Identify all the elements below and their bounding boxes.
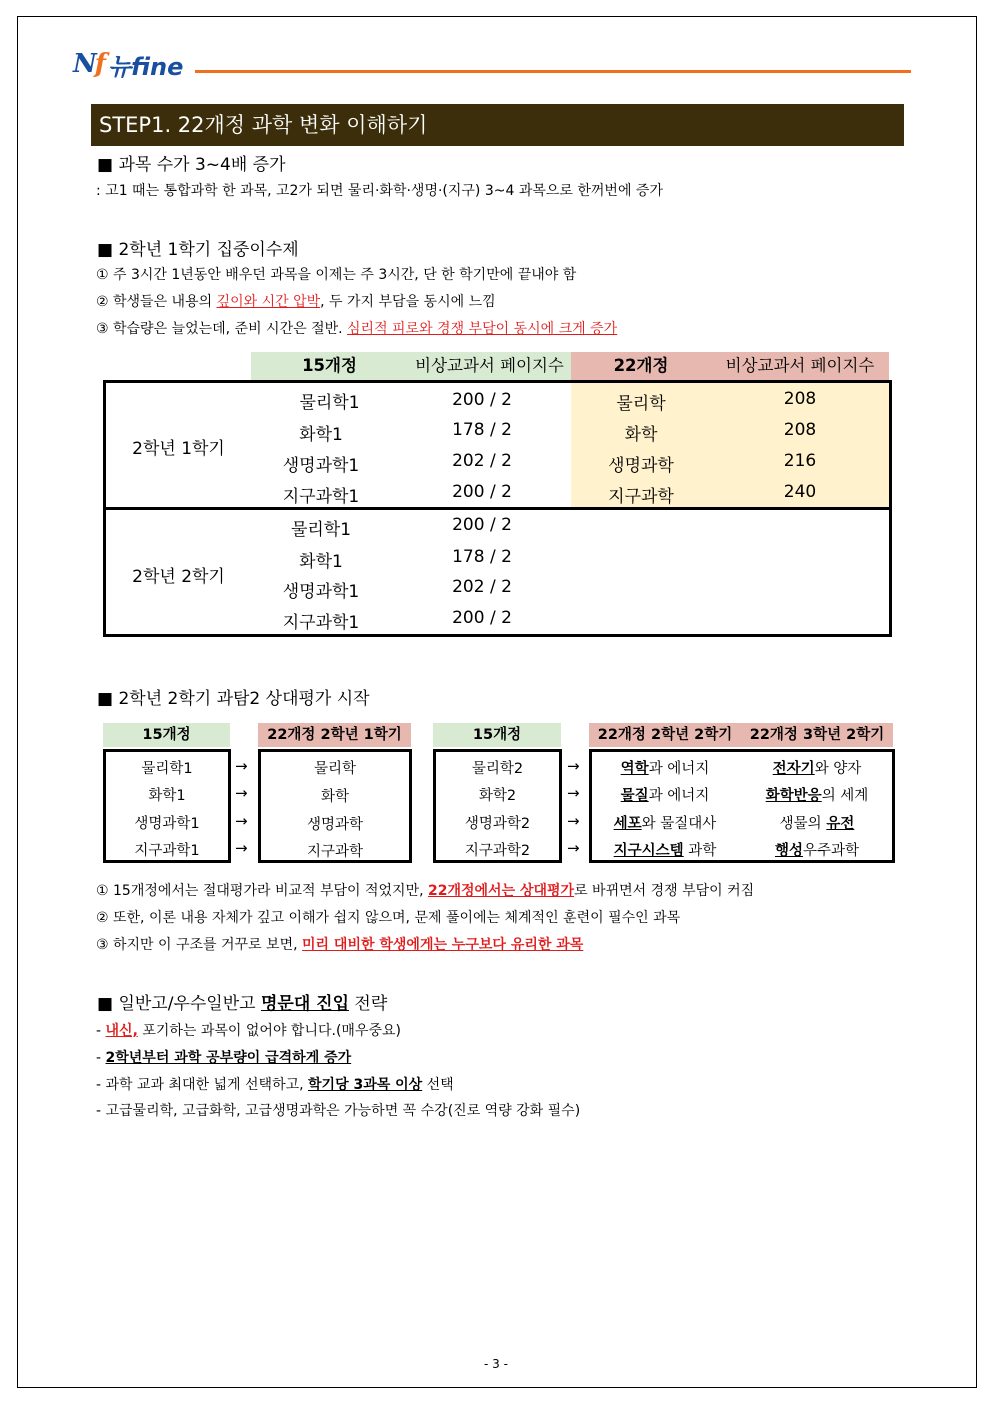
table-cell: 지구과학2 — [464, 843, 531, 859]
section-banner: STEP1. 22개정 과학 변화 이해하기 — [91, 104, 904, 146]
table-cell: 화학반응의 세계 — [765, 788, 869, 804]
table-header: 22개정 — [571, 352, 711, 380]
table-cell: 물질과 에너지 — [620, 788, 710, 804]
table-cell: 240 — [783, 482, 817, 502]
table-cell: 화학 — [320, 789, 349, 805]
table-header: 15개정 — [103, 723, 230, 747]
logo-text: 뉴fine — [107, 52, 184, 81]
table-cell: 지구과학1 — [282, 487, 360, 507]
list-item: ② 또한, 이론 내용 자체가 깊고 이해가 쉽지 않으며, 문제 풀이에는 체계적인 훈련이 필수인 과목 — [96, 910, 681, 926]
table-cell: 화학 — [624, 425, 658, 445]
list-item: ③ 하지만 이 구조를 거꾸로 보면, 미리 대비한 학생에게는 누구보다 유리한 과목 — [96, 937, 584, 953]
table-cell: 생명과학 — [608, 456, 674, 476]
table-cell: 물리학1 — [290, 520, 352, 540]
table-header: 22개정 2학년 1학기 — [258, 723, 411, 747]
table-cell: 화학1 — [148, 788, 186, 804]
table-cell: 생명과학1 — [282, 456, 360, 476]
table-cell: 200 / 2 — [452, 482, 512, 502]
table-cell: 생명과학1 — [134, 816, 200, 832]
table-cell: 200 / 2 — [452, 390, 512, 410]
arrow-icon: → — [567, 757, 580, 775]
list-item: ① 주 3시간 1년동안 배우던 과목을 이제는 주 3시간, 단 한 학기만에 끝내야 함 — [96, 267, 577, 283]
table-cell: 세포와 물질대사 — [613, 816, 717, 832]
brand-logo — [73, 46, 183, 82]
table-cell: 물리학1 — [141, 761, 193, 777]
semester-label: 2학년 1학기 — [132, 439, 225, 459]
arrow-icon: → — [567, 839, 580, 857]
table-cell: 지구과학1 — [282, 613, 360, 633]
table-header: 비상교과서 페이지수 — [711, 352, 889, 380]
page-number: - 3 - — [484, 1357, 508, 1371]
table-cell: 전자기와 양자 — [772, 761, 862, 777]
table-cell: 지구과학 — [608, 487, 674, 507]
arrow-icon: → — [567, 784, 580, 802]
section-title-intensive: ■ 2학년 1학기 집중이수제 — [97, 240, 299, 260]
semester-label: 2학년 2학기 — [132, 567, 225, 587]
arrow-icon: → — [567, 812, 580, 830]
section-title-strategy: ■ 일반고/우수일반고 명문대 진입 전략 — [97, 994, 388, 1014]
list-item: - 2학년부터 과학 공부량이 급격하게 증가 — [96, 1050, 352, 1066]
list-item: - 고급물리학, 고급화학, 고급생명과학은 가능하면 꼭 수강(진로 역량 강화 필수) — [96, 1103, 581, 1119]
table-cell: 208 — [783, 389, 817, 409]
table-cell: 202 / 2 — [452, 451, 512, 471]
highlight-text: 미리 대비한 학생에게는 누구보다 유리한 과목 — [302, 937, 584, 953]
table-cell: 화학1 — [299, 552, 343, 572]
table-header: 22개정 2학년 2학기 — [589, 723, 741, 747]
arrow-icon: → — [235, 784, 248, 802]
section-title-subject-count: ■ 과목 수가 3~4배 증가 — [97, 155, 286, 175]
table-cell: 216 — [783, 451, 817, 471]
header-rule — [195, 70, 911, 73]
list-item: ② 학생들은 내용의 깊이와 시간 압박, 두 가지 부담을 동시에 느낌 — [96, 294, 496, 310]
table-cell: 178 / 2 — [452, 547, 512, 567]
table-cell: 208 — [783, 420, 817, 440]
table-cell: 물리학 — [313, 761, 357, 777]
highlight-text: 22개정에서는 상대평가 — [428, 883, 575, 899]
section-text: : 고1 때는 통합과학 한 과목, 고2가 되면 물리·화학·생명·(지구) 3~4 과목으로 한꺼번에 증가 — [96, 183, 663, 199]
arrow-icon: → — [235, 757, 248, 775]
table-cell: 물리학2 — [471, 761, 524, 777]
highlight-text: 내신, — [105, 1023, 138, 1039]
table-cell: 200 / 2 — [452, 515, 512, 535]
table-header: 15개정 — [251, 352, 408, 380]
table-cell: 생명과학2 — [464, 816, 531, 832]
table-cell: 물리학 — [616, 394, 666, 414]
table-cell: 화학1 — [299, 425, 343, 445]
table-cell: 역학과 에너지 — [620, 761, 710, 777]
table-cell: 화학2 — [478, 788, 517, 804]
table-cell: 178 / 2 — [452, 420, 512, 440]
highlight-text: 깊이와 시간 압박 — [216, 294, 321, 310]
table-header: 비상교과서 페이지수 — [408, 352, 571, 380]
highlight-text: 심리적 피로와 경쟁 부담이 동시에 크게 증가 — [347, 321, 618, 337]
list-item: - 과학 교과 최대한 넓게 선택하고, 학기당 3과목 이상 선택 — [96, 1077, 454, 1093]
table-cell: 행성우주과학 — [774, 843, 860, 859]
table-cell: 지구과학1 — [134, 843, 200, 859]
list-item: - 내신, 포기하는 과목이 없어야 합니다.(매우중요) — [96, 1023, 401, 1039]
table-cell: 202 / 2 — [452, 577, 512, 597]
table-cell: 지구시스템 과학 — [613, 843, 717, 859]
table-cell: 생명과학 — [306, 817, 364, 833]
arrow-icon: → — [235, 812, 248, 830]
table-cell: 생물의 유전 — [779, 816, 855, 832]
logo-mark: Nf — [73, 49, 104, 79]
list-item: ③ 학습량은 늘었는데, 준비 시간은 절반. 심리적 피로와 경쟁 부담이 동시에 크게 증가 — [96, 321, 618, 337]
table-cell: 200 / 2 — [452, 608, 512, 628]
section-title-relative-grading: ■ 2학년 2학기 과탐2 상대평가 시작 — [97, 689, 370, 709]
table-header: 22개정 3학년 2학기 — [741, 723, 893, 747]
arrow-icon: → — [235, 839, 248, 857]
table-cell: 지구과학 — [306, 844, 364, 860]
table-header: 15개정 — [433, 723, 561, 747]
table-cell: 생명과학1 — [282, 582, 360, 602]
list-item: ① 15개정에서는 절대평가라 비교적 부담이 적었지만, 22개정에서는 상대평가로 바뀌면서 경쟁 부담이 커짐 — [96, 883, 755, 899]
table-cell: 물리학1 — [299, 393, 360, 413]
